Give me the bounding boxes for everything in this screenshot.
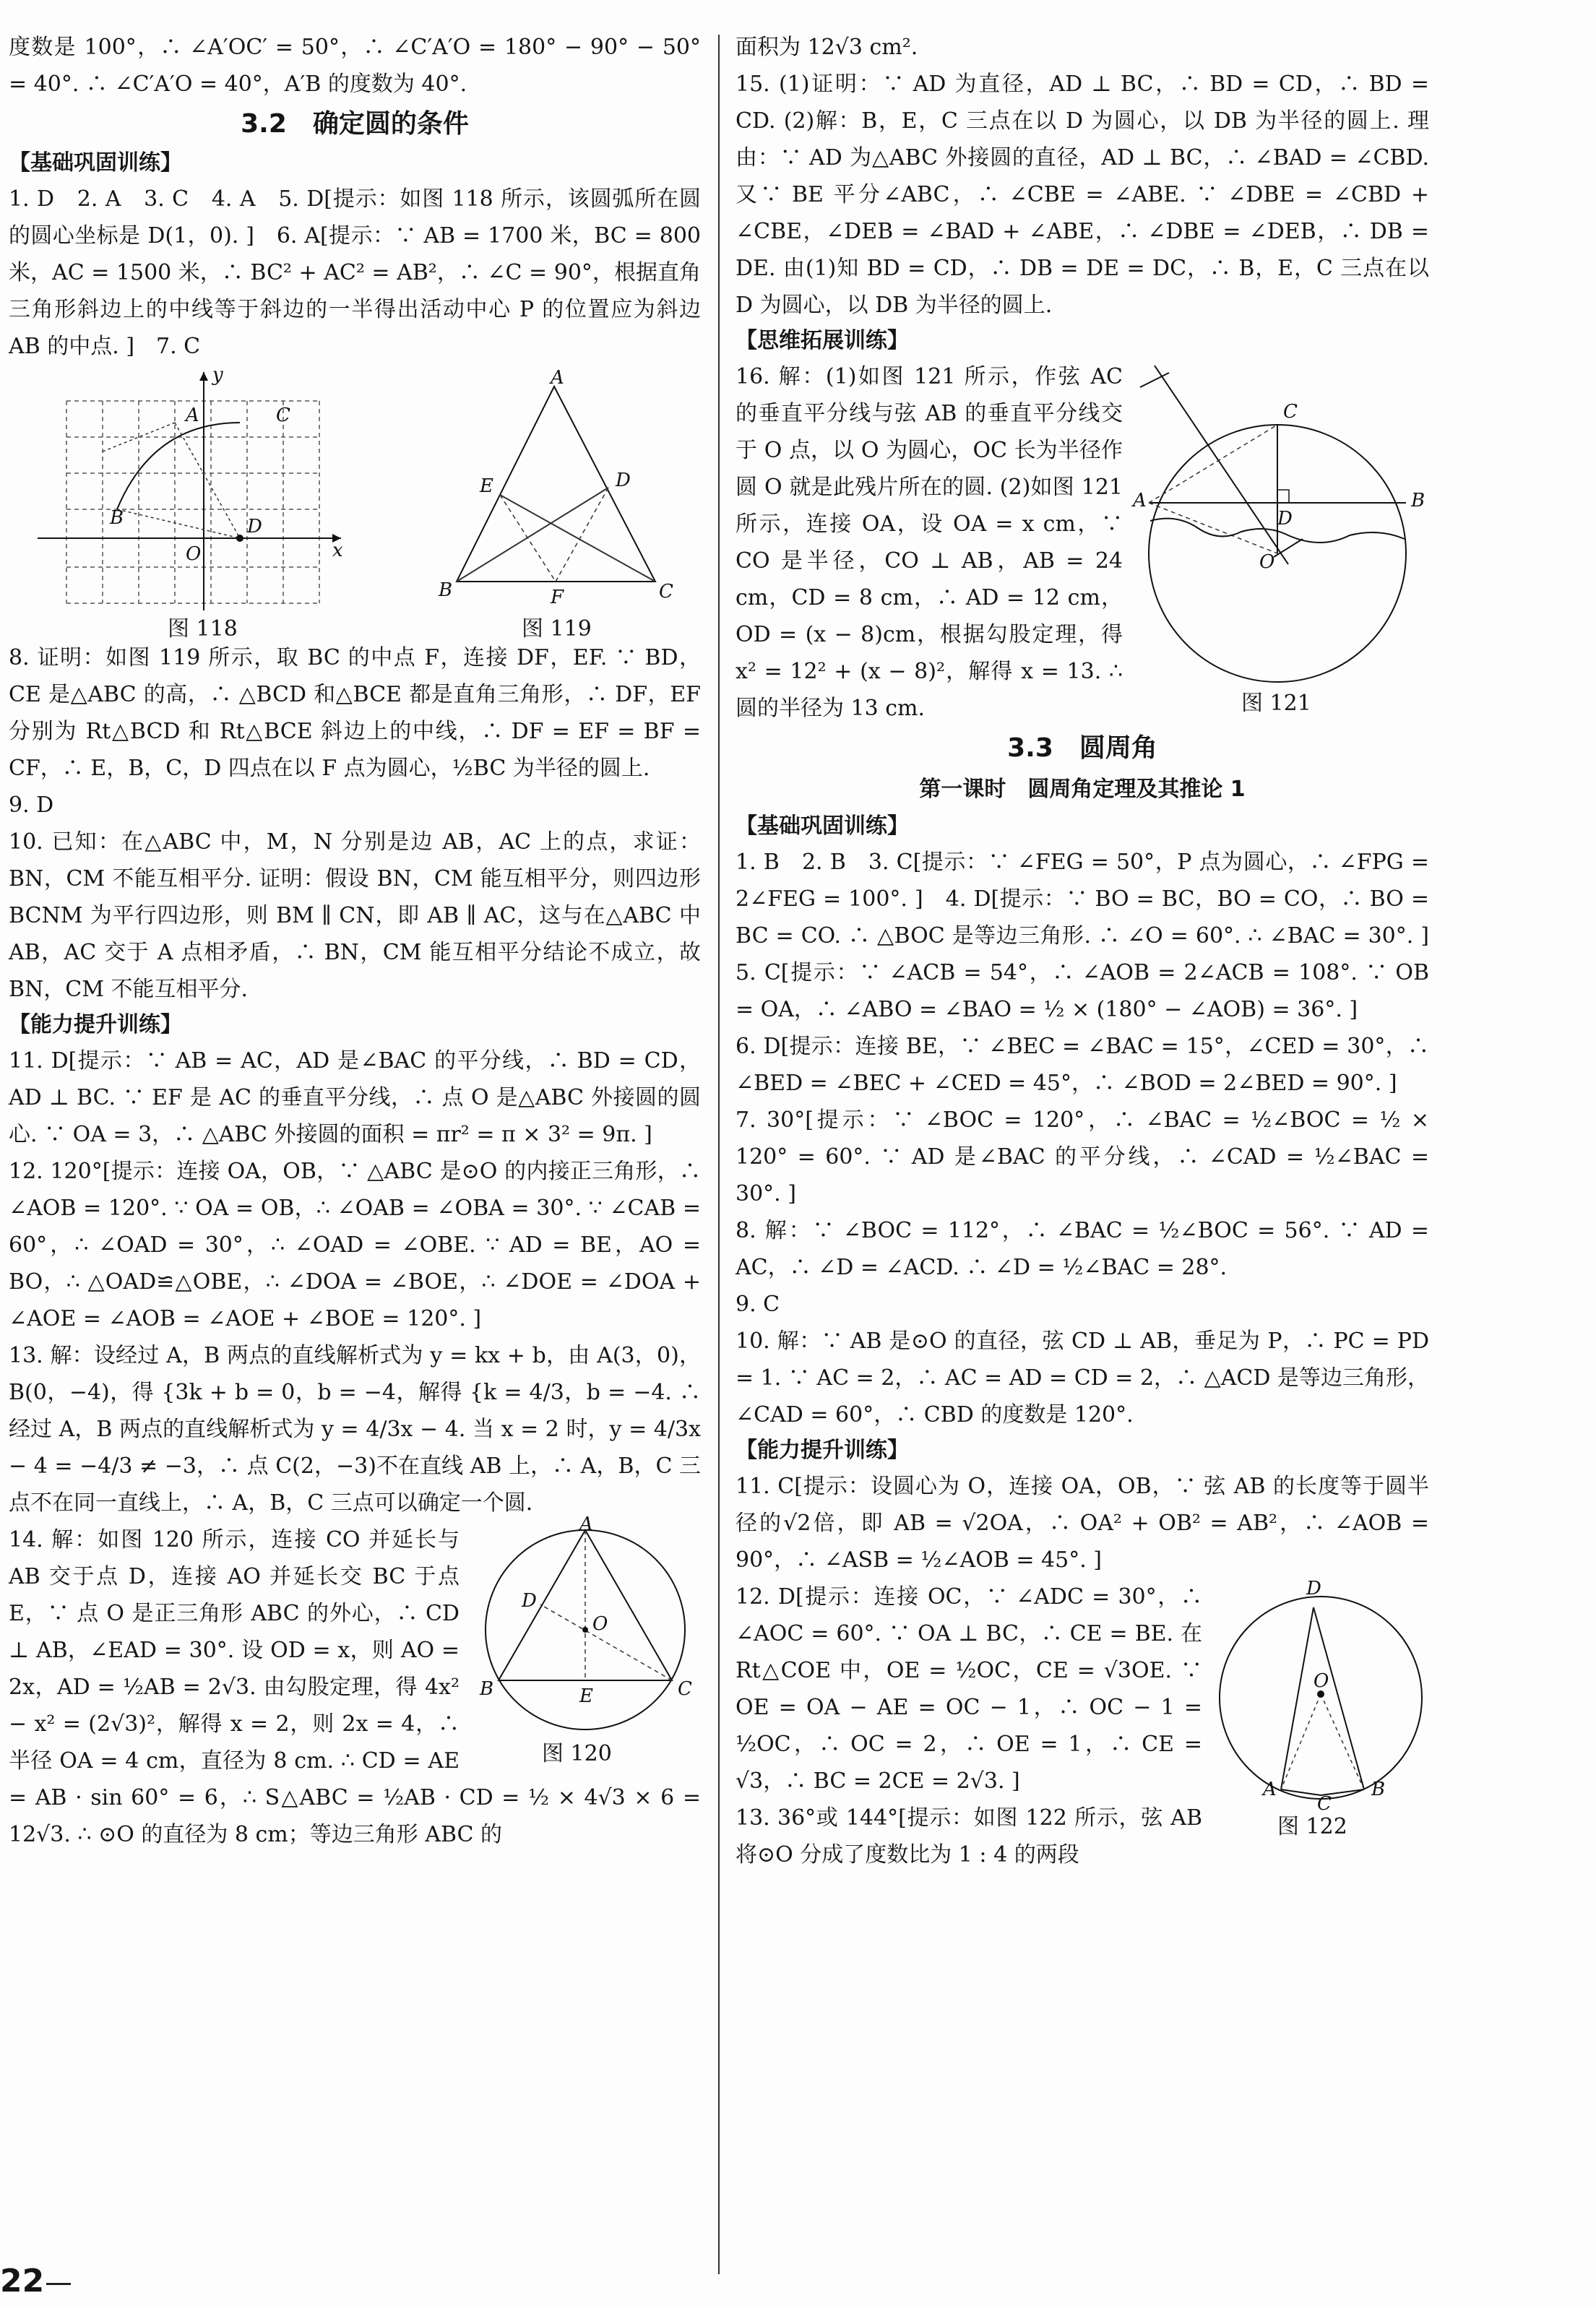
svg-text:C: C bbox=[1283, 401, 1298, 423]
svg-text:A: A bbox=[551, 367, 564, 389]
paragraph: 度数是 100°，∴ ∠A′OC′ = 50°，∴ ∠C′A′O = 180° − 90° − 50° = 40°. ∴ ∠C′A′O = 40°，A′B 的度数为 40°. bbox=[9, 35, 701, 97]
paragraph: 12. 120°[提示：连接 OA，OB，∵ △ABC 是⊙O 的内接正三角形，∴ ∠AOB = 120°. ∵ OA = OB，∴ ∠OAB = ∠OBA = 30°. ∵ ∠CAB = 60°，∴ ∠OAD = 30°，∴ ∠OAD = ∠OBE. ∵ AD = BE，AO = BO，∴ △OAD≌△OBE，∴ ∠DOA = ∠BOE，∴ ∠DOE = ∠DOA + ∠AOE = ∠AOB = ∠AOE + ∠BOE = 120°. ] bbox=[9, 1159, 701, 1331]
paragraph: 11. D[提示：∵ AB = AC，AD 是∠BAC 的平分线，∴ BD = CD，AD ⊥ BC. ∵ EF 是 AC 的垂直平分线，∴ 点 O 是△ABC 外接圆的圆心. ∵ OA = 3，∴ △ABC 外接圆的面积 = πr² = π × 3² = 9π. ] bbox=[9, 1048, 701, 1147]
svg-text:E: E bbox=[480, 475, 493, 497]
svg-text:D: D bbox=[522, 1590, 537, 1612]
svg-text:D: D bbox=[1277, 508, 1293, 530]
paragraph: 9. D bbox=[9, 793, 54, 818]
svg-text:B: B bbox=[480, 1678, 494, 1700]
figure-120-wrap bbox=[470, 1513, 701, 1767]
svg-text:O: O bbox=[592, 1613, 608, 1635]
subheading: 【能力提升训练】 bbox=[736, 1438, 909, 1463]
figure-119 bbox=[435, 367, 673, 610]
svg-text:D: D bbox=[1306, 1578, 1321, 1599]
svg-text:D: D bbox=[616, 470, 631, 491]
svg-text:C: C bbox=[276, 405, 290, 426]
paragraph: 10. 已知：在△ABC 中，M，N 分别是边 AB，AC 上的点，求证：BN，CM 不能互相平分. 证明：假设 BN，CM 能互相平分，则四边形 BCNM 为平行四边形，则 BM ∥ CN，即 AB ∥ AC，这与在△ABC 中 AB，AC 交于 A 点相矛盾，∴ BN，CM 能互相平分结论不成立，故 BN，CM 不能互相平分. bbox=[9, 829, 701, 1002]
svg-text:O: O bbox=[186, 543, 202, 565]
svg-text:B: B bbox=[439, 579, 453, 601]
figure-120 bbox=[470, 1513, 701, 1738]
subheading: 【基础巩固训练】 bbox=[736, 813, 909, 839]
subheading: 【基础巩固训练】 bbox=[9, 150, 182, 176]
paragraph: 1. B 2. B 3. C[提示：∵ ∠FEG = 50°，P 点为圆心，∴ ∠FPG = 2∠FEG = 100°. ] 4. D[提示：∵ BO = BC，BO = CO，∴ BO = BC = CO. ∴ △BOC 是等边三角形. ∴ ∠O = 60°. ∴ ∠BAC = 30°. ] 5. C[提示：∵ ∠ACB = 54°，∴ ∠AOB = 2∠ACB = 108°. ∵ OB = OA，∴ ∠ABO = ∠BAO = ½ × (180° − ∠AOB) = 36°. ] bbox=[736, 850, 1451, 1022]
subheading: 【能力提升训练】 bbox=[9, 1012, 182, 1037]
figure-121-wrap bbox=[1133, 358, 1429, 720]
paragraph: 面积为 12√3 cm². bbox=[736, 35, 918, 60]
svg-text:A: A bbox=[1263, 1779, 1277, 1800]
svg-text:A: A bbox=[1133, 490, 1147, 511]
right-column bbox=[736, 29, 1451, 1873]
subheading: 【思维拓展训练】 bbox=[736, 328, 909, 353]
figure-120-caption: 图 120 bbox=[542, 1741, 612, 1766]
paragraph: 13. 解：设经过 A，B 两点的直线解析式为 y = kx + b，由 A(3，0)，B(0，−4)，得 {3k + b = 0，b = −4，解得 {k = 4/3，b = −4. ∴ 经过 A，B 两点的直线解析式为 y = 4/3x − 4. 当 x = 2 时，y = 4/3x − 4 = −4/3 ≠ −3，∴ 点 C(2，−3)不在直线 AB 上，∴ A，B，C 三点不在同一直线上，∴ A，B，C 三点可以确定一个圆. bbox=[9, 1343, 701, 1516]
svg-text:E: E bbox=[579, 1685, 593, 1707]
section-title: 3.2 确定圆的条件 bbox=[241, 109, 469, 139]
figure-row bbox=[9, 364, 701, 642]
paragraph: 12. D[提示：连接 OC，∵ ∠ADC = 30°，∴ ∠AOC = 60°. ∵ OA ⊥ BC，∴ CE = BE. 在 Rt△COE 中，OE = ½OC，CE = √3OE. ∵ OE = OA − AE = OC − 1，∴ OC − 1 = ½OC，∴ OC = 2，∴ OE = 1，∴ CE = √3，∴ BC = 2CE = 2√3. ] bbox=[736, 1584, 1202, 1794]
svg-text:x: x bbox=[332, 540, 343, 561]
svg-text:O: O bbox=[1259, 551, 1275, 573]
svg-text:A: A bbox=[579, 1513, 593, 1535]
figure-119-caption: 图 119 bbox=[522, 616, 592, 642]
svg-text:C: C bbox=[1317, 1793, 1332, 1815]
svg-text:B: B bbox=[1411, 490, 1425, 511]
paragraph: 15. (1)证明：∵ AD 为直径，AD ⊥ BC，∴ BD = CD，∴ BD = CD. (2)解：B，E，C 三点在以 D 为圆心，以 DB 为半径的圆上. 理由：∵ AD 为△ABC 外接圆的直径，AD ⊥ BC，∴ ∠BAD = ∠CBD. 又∵ BE 平分∠ABC，∴ ∠CBE = ∠ABE. ∵ ∠DBE = ∠CBD + ∠CBE，∠DEB = ∠BAD + ∠ABE，∴ ∠DBE = ∠DEB，∴ DB = DE. 由(1)知 BD = CD，∴ DB = DE = DC，∴ B，E，C 三点在以 D 为圆心，以 DB 为半径的圆上. bbox=[736, 72, 1429, 318]
figure-121-caption: 图 121 bbox=[1241, 691, 1311, 716]
svg-text:O: O bbox=[1314, 1670, 1329, 1692]
paragraph: 6. D[提示：连接 BE，∵ ∠BEC = ∠BAC = 15°，∠CED = 30°，∴ ∠BED = ∠BEC + ∠CED = 45°，∴ ∠BOD = 2∠BED = 90°. ] bbox=[736, 1034, 1429, 1096]
lesson-title: 第一课时 圆周角定理及其推论 1 bbox=[919, 777, 1246, 802]
figure-118 bbox=[23, 365, 341, 610]
svg-text:B: B bbox=[1371, 1779, 1386, 1800]
svg-text:A: A bbox=[186, 405, 199, 426]
figure-122 bbox=[1212, 1578, 1429, 1815]
paragraph: 16. 解：(1)如图 121 所示，作弦 AC 的垂直平分线与弦 AB 的垂直平分线交于 O 点，以 O 为圆心，OC 长为半径作圆 O 就是此残片所在的圆. (2)如图 121 所示，连接 OA，设 OA = x cm，∵ CO 是半径，CO ⊥ AB，AB = 24 cm，CD = 8 cm，∴ AD = 12 cm，OD = (x − 8)cm，根据勾股定理，得 x² = 12² + (x − 8)²，解得 x = 13. ∴ 圆的半径为 13 cm. bbox=[736, 364, 1123, 721]
svg-text:C: C bbox=[678, 1678, 692, 1700]
svg-text:C: C bbox=[659, 581, 673, 603]
paragraph: 13. 36°或 144°[提示：如图 122 所示，弦 AB 将⊙O 分成了度数比为 1 : 4 的两段 bbox=[736, 1805, 1202, 1867]
svg-text:B: B bbox=[110, 507, 124, 529]
figure-122-wrap bbox=[1212, 1579, 1429, 1839]
paragraph: 8. 证明：如图 119 所示，取 BC 的中点 F，连接 DF，EF. ∵ BD，CE 是△ABC 的高，∴ △BCD 和△BCE 都是直角三角形，∴ DF，EF 分别为 Rt△BCD 和 Rt△BCE 斜边上的中线，∴ DF = EF = BF = CF，∴ E，B，C，D 四点在以 F 点为圆心，½BC 为半径的圆上. bbox=[9, 645, 701, 781]
paragraph: 1. D 2. A 3. C 4. A 5. D[提示：如图 118 所示，该圆弧所在圆的圆心坐标是 D(1，0). ] 6. A[提示：∵ AB = 1700 米，BC = 800 米，AC = 1500 米，∴ BC² + AC² = AB²，∴ ∠C = 90°，根据直角三角形斜边上的中线等于斜边的一半得出活动中心 P 的位置应为斜边 AB 的中点. ] 7. C bbox=[9, 186, 701, 359]
left-column bbox=[9, 29, 701, 1853]
paragraph: 11. C[提示：设圆心为 O，连接 OA，OB，∵ 弦 AB 的长度等于圆半径的√2倍，即 AB = √2OA，∴ OA² + OB² = AB²，∴ ∠AOB = 90°，∴ ∠ASB = ½∠AOB = 45°. ] bbox=[736, 1474, 1429, 1573]
paragraph: 14. 解：如图 120 所示，连接 CO 并延长与 AB 交于点 D，连接 AO 并延长交 BC 于点 E，∵ 点 O 是正三角形 ABC 的外心，∴ CD ⊥ AB，∠EAD = 30°. 设 OD = x，则 AO = 2x，AD = ½AB = 2√3. 由勾股定理，得 4x² − x² = (2√3)²，解得 x = 2，则 2x = 4，∴ 半径 OA = 4 cm，直径为 8 cm. ∴ CD = AE = AB · sin 60° = 6，∴ S△ABC = ½AB · CD = ½ × 4√3 × 6 = 12√3. ∴ ⊙O 的直径为 8 cm；等边三角形 ABC 的 bbox=[9, 1527, 701, 1847]
paragraph: 8. 解：∵ ∠BOC = 112°，∴ ∠BAC = ½∠BOC = 56°. ∵ AD = AC，∴ ∠D = ∠ACD. ∴ ∠D = ½∠BAC = 28°. bbox=[736, 1218, 1429, 1280]
paragraph: 10. 解：∵ AB 是⊙O 的直径，弦 CD ⊥ AB，垂足为 P，∴ PC = PD = 1. ∵ AC = 2，∴ AC = AD = CD = 2，∴ △ACD 是等边三角形，∠CAD = 60°，∴ CBD 的度数是 120°. bbox=[736, 1329, 1429, 1428]
svg-text:F: F bbox=[551, 587, 564, 608]
figure-118-caption: 图 118 bbox=[168, 616, 238, 642]
paragraph: 7. 30°[提示：∵ ∠BOC = 120°，∴ ∠BAC = ½∠BOC = ½ × 120° = 60°. ∵ AD 是∠BAC 的平分线，∴ ∠CAD = ½∠BAC = 30°. ] bbox=[736, 1107, 1429, 1206]
section-title: 3.3 圆周角 bbox=[1007, 733, 1157, 763]
paragraph: 9. C bbox=[736, 1292, 780, 1317]
svg-text:D: D bbox=[247, 516, 262, 537]
page-number-dash bbox=[46, 2283, 71, 2285]
figure-121 bbox=[1133, 358, 1429, 691]
page-number: 22 bbox=[0, 2263, 45, 2299]
svg-text:y: y bbox=[212, 364, 223, 386]
column-divider bbox=[718, 35, 720, 2274]
figure-122-caption: 图 122 bbox=[1277, 1814, 1347, 1839]
